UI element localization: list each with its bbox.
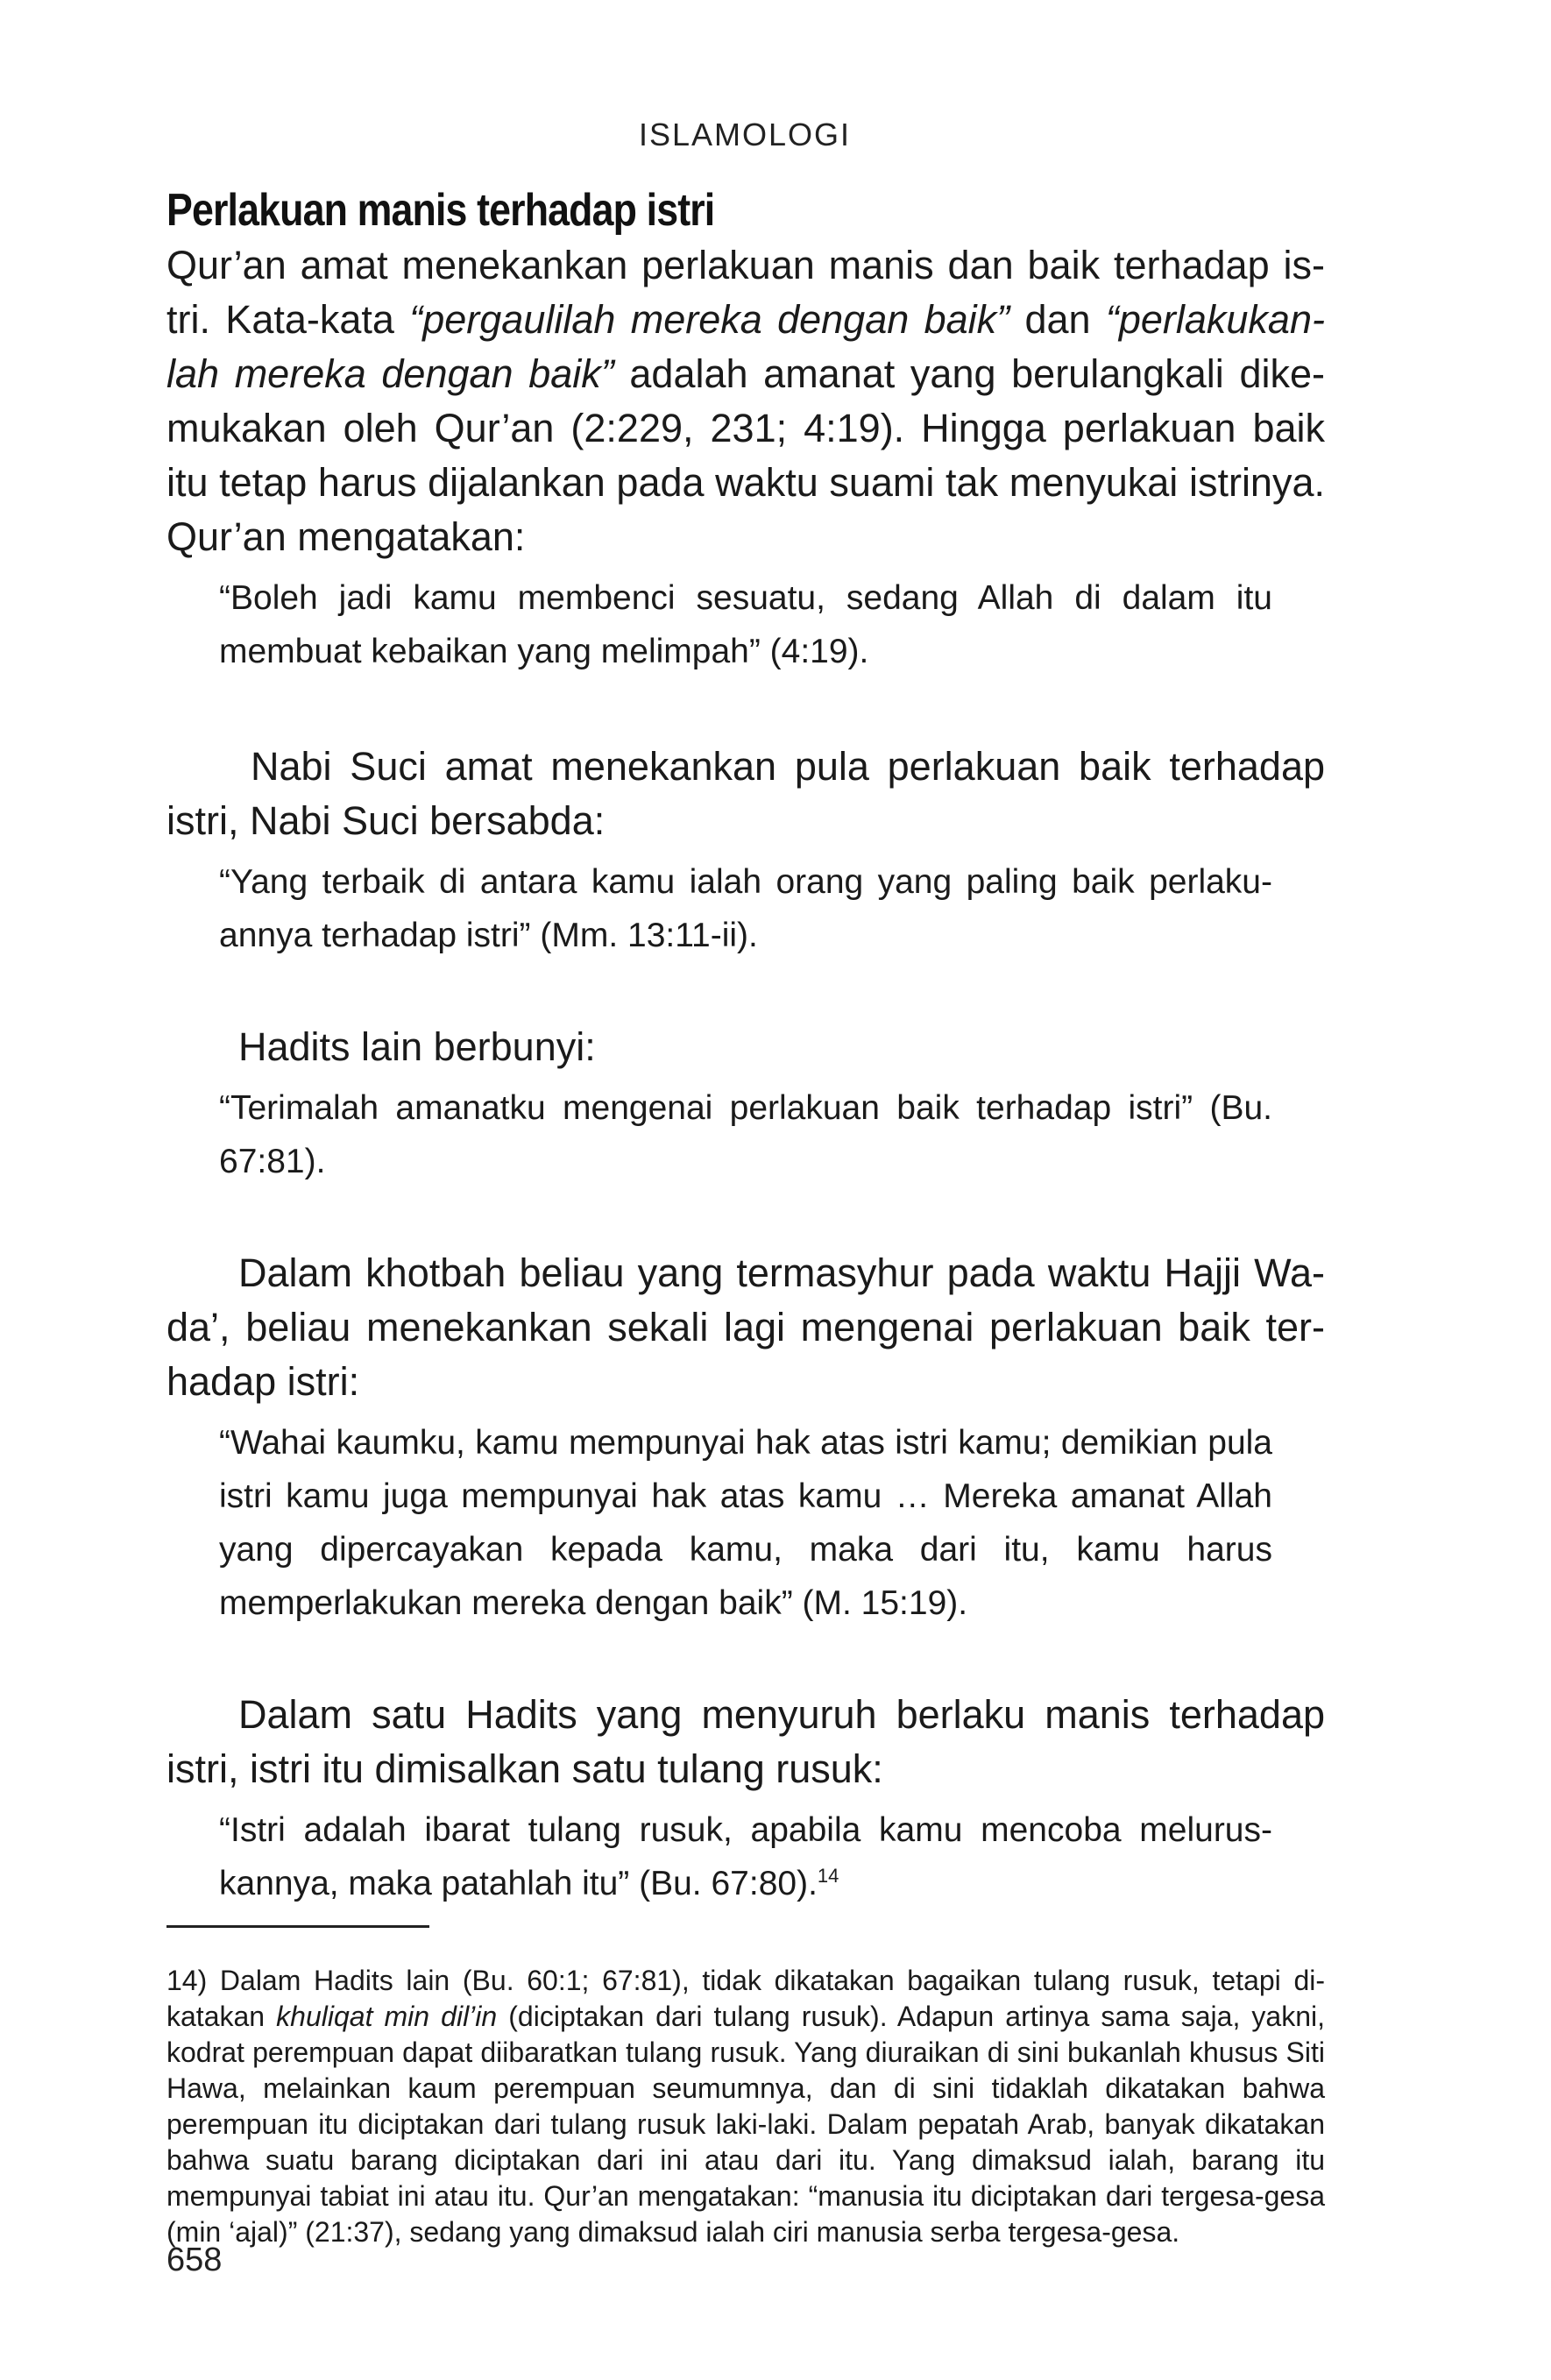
page-number: 658 [166, 2242, 223, 2278]
running-head: ISLAMOLOGI [638, 117, 852, 152]
paragraph-2: Nabi Suci amat menekankan pula perlakuan baik terhadap istri, Nabi Suci bersabda: [166, 744, 1325, 843]
main-text [166, 182, 1325, 1910]
paragraph-1-italic-2: “perlakukanlah mereka dengan baik” [166, 297, 1325, 396]
quote-2: “Yang terbaik di antara kamu ialah orang yang paling baik perlakuannya terhadap istri” (Mm. 13:11-ii). [219, 863, 1272, 954]
footnote-divider [166, 1925, 429, 1928]
footnote-14 [166, 1963, 1325, 2250]
footnote-post: (diciptakan dari tulang rusuk). Adapun artinya sama saja, yakni, kodrat perempuan dapat diibaratkan tulang rusuk. Yang diuraikan di sini bukanlah khusus Siti Hawa, melainkan kaum perempuan seumumnya, dan di sini tidaklah dikatakan bahwa perempuan itu diciptakan dari tulang rusuk laki-laki. Dalam pepatah Arab, banyak dikatakan bahwa suatu barang diciptakan dari ini atau dari itu. Yang dimaksud ialah, barang itu mempunyai tabiat ini atau itu. Qur’an mengatakan: “manusia itu diciptakan dari tergesa-gesa (min ‘ajal)” (21:37), sedang yang dimaksud ialah ciri manusia serba tergesa-gesa. [166, 2001, 1326, 2248]
footnote-pre: 14) Dalam Hadits lain (Bu. 60:1; 67:81), tidak dikatakan bagaikan tulang rusuk, tetapi dikatakan [166, 1965, 1325, 2032]
paragraph-1-pre: Qur’an amat menekankan perlakuan manis dan baik terhadap istri. Kata-kata [166, 243, 1325, 342]
paragraph-3: Hadits lain berbunyi: [238, 1024, 596, 1069]
quote-1: “Boleh jadi kamu membenci sesuatu, sedang Allah di dalam itu membuat kebaikan yang melimpah” (4:19). [219, 579, 1272, 670]
paragraph-1-post: adalah amanat yang berulangkali dikemukakan oleh Qur’an (2:229, 231; 4:19). Hingga perlakuan baik itu tetap harus dijalankan pada waktu suami tak menyukai istrinya. Qur’an mengatakan: [166, 351, 1325, 559]
quote-5-text: “Istri adalah ibarat tulang rusuk, apabila kamu mencoba meluruskannya, maka patahlah itu” (Bu. 67:80). [219, 1811, 1272, 1902]
footnote-reference[interactable]: 14 [817, 1865, 839, 1887]
paragraph-5: Dalam satu Hadits yang menyuruh berlaku manis terhadap istri, istri itu dimisalkan satu tulang rusuk: [166, 1692, 1325, 1791]
paragraph-1-italic-1: “pergaulilah mereka dengan baik” [409, 297, 1010, 342]
quote-5 [219, 1803, 1272, 1910]
paragraph-4: Dalam khotbah beliau yang termasyhur pada waktu Hajji Wada’, beliau menekankan sekali lagi mengenai perlakuan baik terhadap istri: [166, 1250, 1325, 1404]
quote-4: “Wahai kaumku, kamu mempunyai hak atas istri kamu; demikian pula istri kamu juga mempunyai hak atas kamu … Mereka amanat Allah yang dipercayakan kepada kamu, maka dari itu, kamu harus memperlakukan mereka dengan baik” (M. 15:19). [219, 1424, 1272, 1622]
quote-3: “Terimalah amanatku mengenai perlakuan baik terhadap istri” (Bu. 67:81). [219, 1089, 1272, 1180]
paragraph-1-mid: dan [1009, 297, 1106, 342]
footnote-italic: khuliqat min dil’in [276, 2001, 498, 2032]
section-title: Perlakuan manis terhadap istri [166, 185, 715, 236]
paragraph-1 [166, 238, 1325, 564]
